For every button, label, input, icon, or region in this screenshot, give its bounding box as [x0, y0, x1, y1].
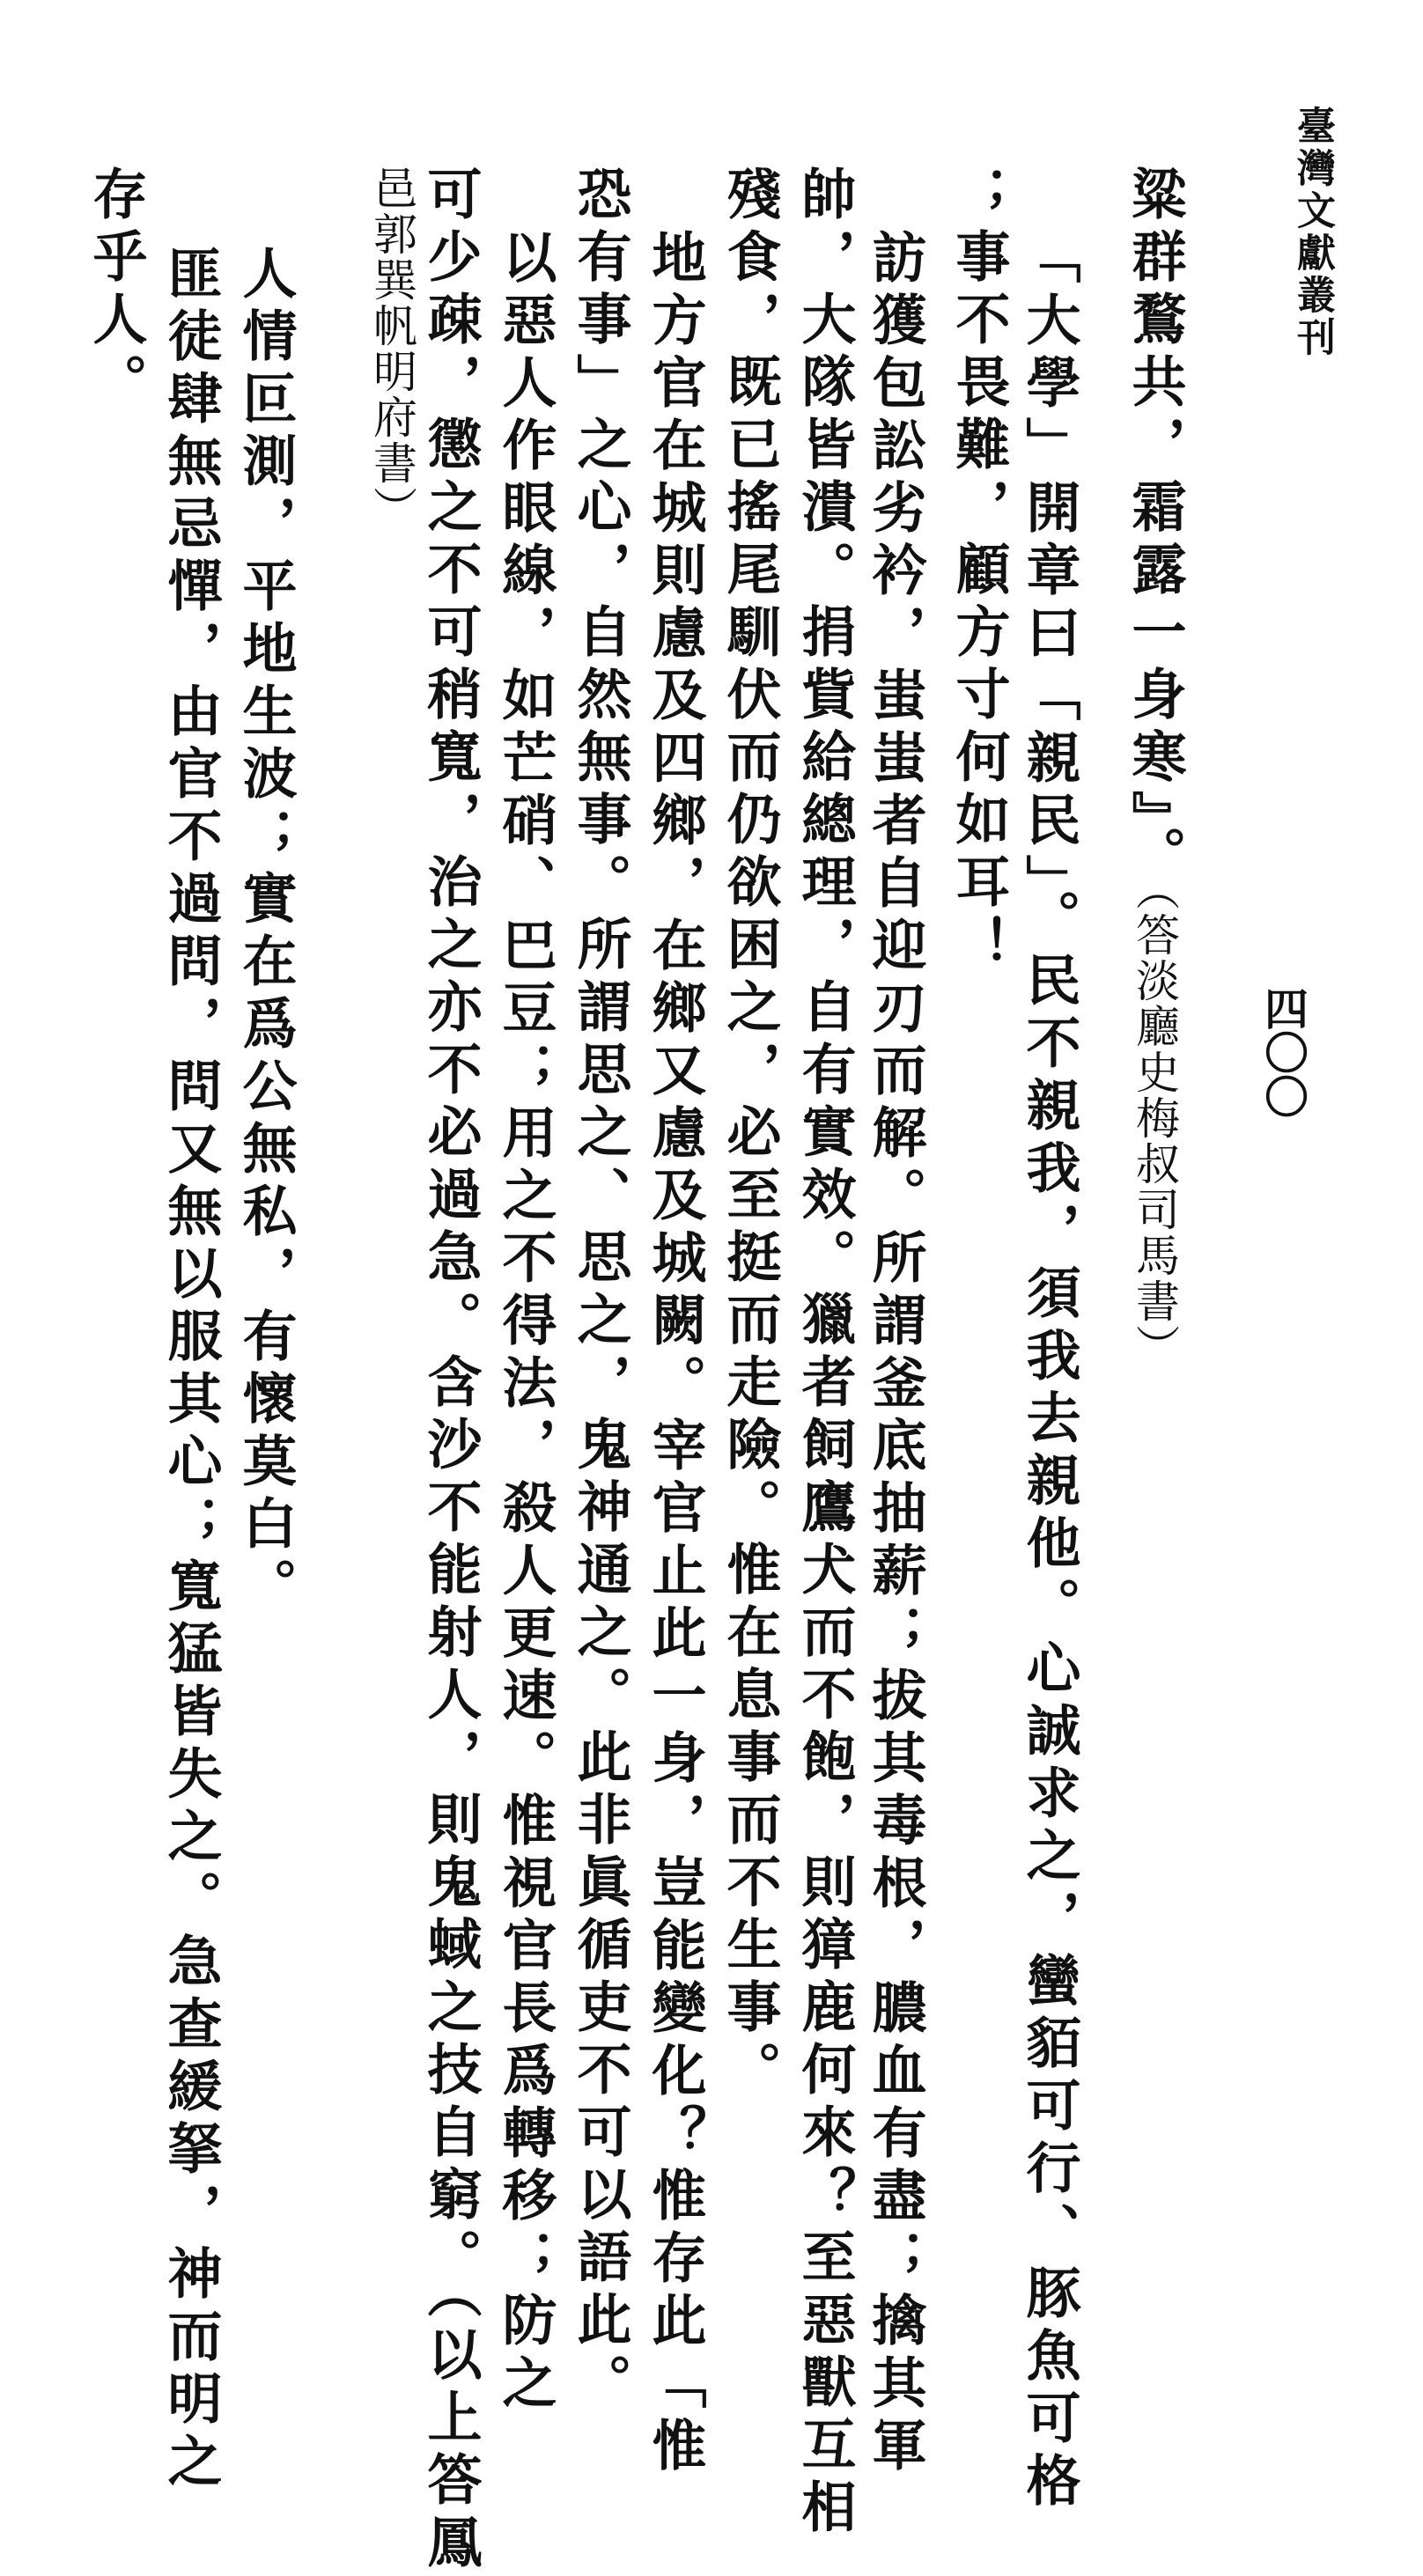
text-line: 粱群鶩共，霜露一身寒』。	[1123, 166, 1187, 888]
column-1	[1123, 166, 1187, 1370]
citation-note: （答淡廳史梅叔司馬書）	[1129, 888, 1180, 1370]
column-7: 地方官在城則慮及四鄉，在鄉又慮及城闕。宰官止此一身，豈能變化？惟存此「惟	[643, 229, 707, 2479]
page-number: 四〇〇	[1257, 986, 1309, 1118]
column-10: 可少疎，懲之不可稍寬，治之亦不必過急。含沙不能射人，則鬼蜮之技自窮。（以上答鳳	[418, 166, 483, 2576]
column-12: 人情叵測，平地生波；實在爲公無私，有懷莫白。	[233, 245, 298, 1620]
column-13: 匪徒肆無忌憚，由官不過問，問又無以服其心；寬猛皆失之。急查緩拏，神而明之	[159, 245, 223, 2495]
column-3: ；事不畏難，顧方寸何如耳！	[947, 166, 1011, 978]
page-header-title: 臺灣文獻叢刊	[1290, 106, 1335, 359]
column-5: 帥，大隊皆潰。捐貲給總理，自有實效。獵者飼鷹犬而不飽，則獐鹿何來？至惡獸互相	[793, 166, 857, 2541]
column-9: 以惡人作眼線，如芒硝、巴豆；用之不得法，殺人更速。惟視官長爲轉移；防之	[493, 229, 557, 2417]
column-4: 訪獲包訟劣衿，蚩蚩者自迎刃而解。所謂釜底抽薪；拔其毒根，膿血有盡；擒其軍	[863, 229, 927, 2479]
column-8: 恐有事」之心，自然無事。所謂思之、思之，鬼神通之。此非眞循吏不可以語此。	[568, 166, 632, 2416]
column-14: 存乎人。	[84, 166, 148, 416]
column-6: 殘食，既已搖尾馴伏而仍欲困之，必至挺而走險。惟在息事而不生事。	[718, 166, 782, 2103]
column-2: 「大學」開章曰「親民」。民不親我，須我去親他。心誠求之，蠻貊可行、豚魚可格	[1017, 229, 1081, 2514]
column-11-citation: 邑郭巽帆明府書）	[366, 166, 417, 532]
